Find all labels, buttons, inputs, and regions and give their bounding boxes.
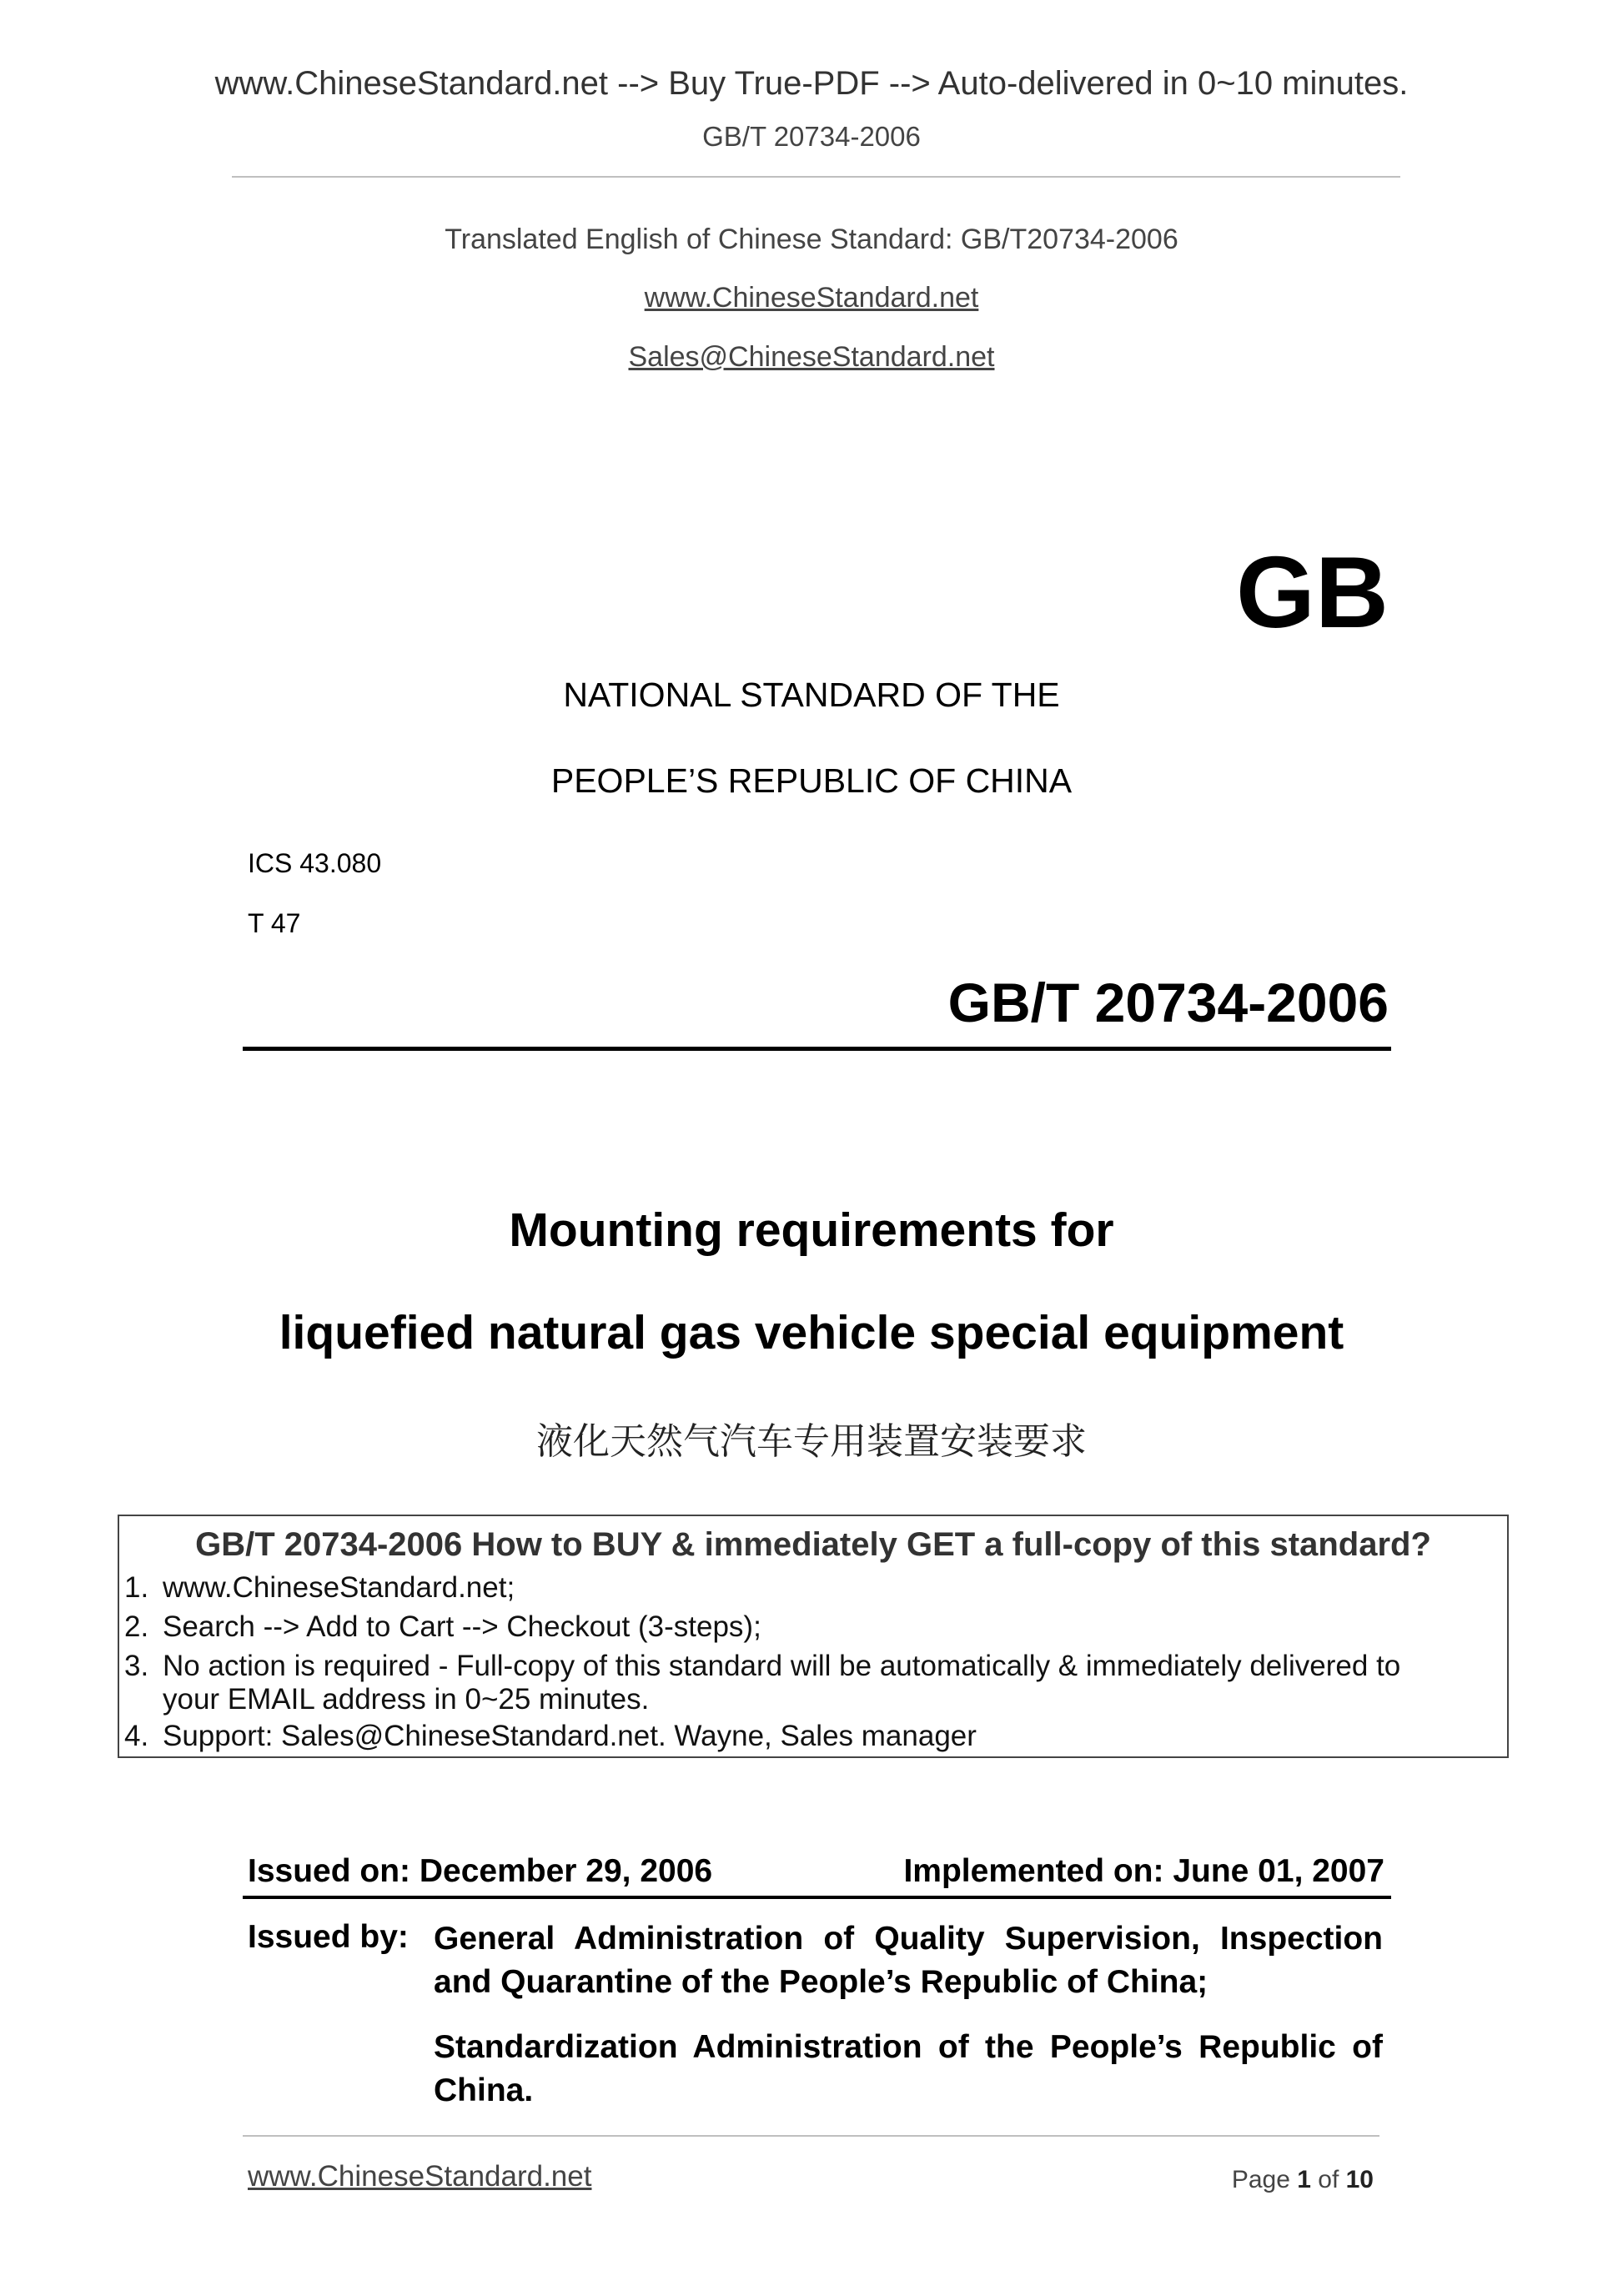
title-line1: Mounting requirements for (509, 1203, 1114, 1257)
translation-line: Translated English of Chinese Standard: GB/T20734-2006 (445, 224, 1178, 255)
buy-step-number: 3. (124, 1650, 149, 1682)
buy-instructions-box (118, 1515, 1509, 1758)
translation-website-link[interactable]: www.ChineseStandard.net (644, 282, 979, 314)
buy-step-4 (124, 1720, 977, 1753)
buy-step-number: 4. (124, 1720, 149, 1752)
buy-step-number: 2. (124, 1610, 149, 1643)
buy-step-text[interactable]: www.ChineseStandard.net; (163, 1571, 515, 1604)
translation-website-row (0, 282, 1623, 314)
page-indicator (1232, 2166, 1374, 2194)
page-number: 1 (1297, 2166, 1311, 2193)
header-doc-code: GB/T 20734-2006 (702, 121, 921, 152)
ics-code: ICS 43.080 (248, 848, 382, 878)
buy-box-heading: GB/T 20734-2006 How to BUY & immediately GET a full-copy of this standard? (195, 1526, 1431, 1563)
gb-mark: GB (1236, 535, 1389, 649)
standard-number: GB/T 20734-2006 (947, 972, 1389, 1033)
buy-step-text: Search --> Add to Cart --> Checkout (3-steps); (163, 1610, 761, 1643)
issuer-org-1: General Administration of Quality Supervision, Inspection and Quarantine of the People’s Republic of China; (434, 1921, 1383, 2000)
page-total: 10 (1345, 2166, 1374, 2193)
national-standard-line1: NATIONAL STANDARD OF THE (563, 676, 1060, 714)
category-code: T 47 (248, 908, 301, 938)
issued-date: Issued on: December 29, 2006 (248, 1853, 713, 1889)
buy-step-number: 1. (124, 1571, 149, 1604)
buy-step-text: No action is required - Full-copy of this standard will be automatically & immediately delivered to (163, 1650, 1401, 1682)
buy-step-2 (124, 1610, 761, 1644)
standard-number-rule (243, 1047, 1391, 1051)
implemented-date: Implemented on: June 01, 2007 (903, 1853, 1384, 1889)
issuer-org-2: Standardization Administration of the People’s Republic of China. (434, 2029, 1383, 2108)
buy-step-1 (124, 1571, 515, 1605)
footer-website-link[interactable]: www.ChineseStandard.net (248, 2160, 592, 2193)
page-of: of (1310, 2166, 1346, 2193)
translation-email-row (0, 341, 1623, 374)
header-banner: www.ChineseStandard.net --> Buy True-PDF --> Auto-delivered in 0~10 minutes. (214, 65, 1409, 102)
translation-email-link[interactable]: Sales@ChineseStandard.net (628, 341, 995, 373)
dates-rule (243, 1896, 1391, 1899)
title-line2: liquefied natural gas vehicle special equipment (279, 1306, 1344, 1359)
page-prefix: Page (1231, 2166, 1298, 2193)
buy-step-3-continued: your EMAIL address in 0~25 minutes. (163, 1683, 650, 1716)
national-standard-line2: PEOPLE’S REPUBLIC OF CHINA (550, 761, 1073, 800)
buy-step-text: Support: Sales@ChineseStandard.net. Wayne, Sales manager (163, 1720, 977, 1752)
title-chinese: 液化天然气汽车专用装置安装要求 (536, 1420, 1087, 1463)
issued-by-label: Issued by: (248, 1919, 409, 1955)
buy-step-3 (124, 1650, 1400, 1683)
header-divider (232, 176, 1400, 178)
footer-divider (243, 2135, 1379, 2137)
